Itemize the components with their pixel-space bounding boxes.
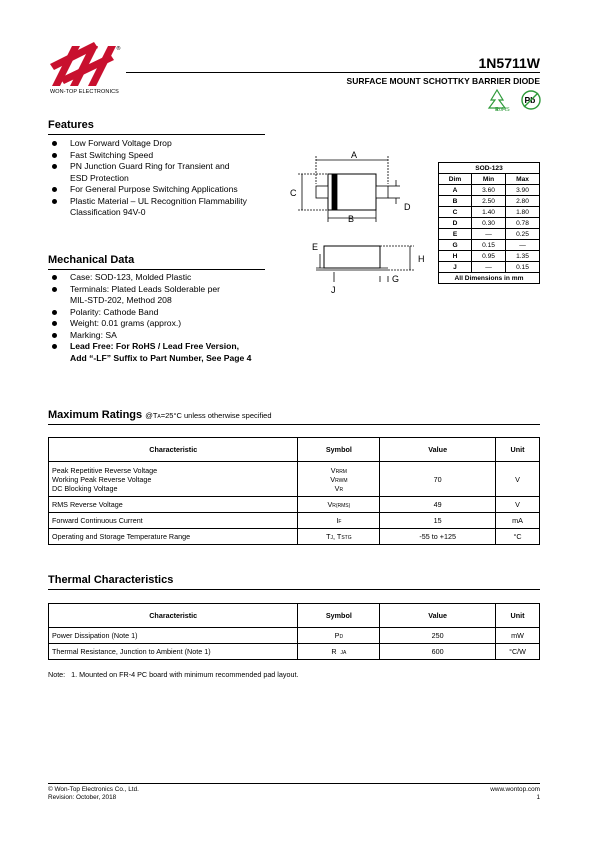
sod-cell: 1.40 [472, 207, 506, 218]
table-row [439, 185, 540, 196]
characteristic-cell: Forward Continuous Current [49, 513, 298, 529]
sod-header-min: Min [472, 174, 506, 185]
dim-label-j: J [331, 285, 336, 295]
list-item: Terminals: Plated Leads Solderable per [50, 284, 290, 296]
col-header-symbol: Symbol [298, 438, 380, 462]
sod-cell: 0.15 [472, 240, 506, 251]
table-row [439, 218, 540, 229]
part-number: 1N5711W [478, 55, 540, 71]
symbol-cell: R JA [298, 644, 380, 660]
unit-cell: V [496, 497, 540, 513]
symbol-cell: VR(RMS) [298, 497, 380, 513]
footer-rule [48, 783, 540, 784]
value-cell: 250 [380, 628, 496, 644]
sod-cell: 1.35 [505, 251, 539, 262]
sod-cell: 2.50 [472, 196, 506, 207]
features-heading: Features [48, 119, 94, 131]
sod-cell: 0.78 [505, 218, 539, 229]
sod-cell: 3.60 [472, 185, 506, 196]
table-row [49, 513, 540, 529]
thermal-rule [48, 589, 540, 590]
sod-table-title: SOD-123 [439, 163, 540, 174]
list-item: Fast Switching Speed [50, 150, 290, 162]
sod-cell: 0.95 [472, 251, 506, 262]
max-ratings-table [48, 437, 540, 545]
list-item: Lead Free: For RoHS / Lead Free Version, [50, 341, 290, 353]
features-rule [48, 134, 265, 135]
sod-cell: B [439, 196, 472, 207]
list-item: Polarity: Cathode Band [50, 307, 290, 319]
brand-name: WON-TOP ELECTRONICS [50, 89, 119, 95]
table-row [49, 644, 540, 660]
sod-cell: E [439, 229, 472, 240]
table-row [49, 462, 540, 497]
table-row [439, 240, 540, 251]
table-row [439, 262, 540, 273]
table-row [49, 529, 540, 545]
sod-cell: G [439, 240, 472, 251]
sod-cell: D [439, 218, 472, 229]
value-cell: 600 [380, 644, 496, 660]
symbol-cell: IF [298, 513, 380, 529]
list-item: For General Purpose Switching Applications [50, 184, 290, 196]
dim-label-h: H [418, 254, 425, 264]
mechanical-heading: Mechanical Data [48, 254, 135, 266]
features-list [50, 138, 290, 219]
unit-cell: °C [496, 529, 540, 545]
list-item: MIL-STD-202, Method 208 [70, 295, 172, 305]
dim-label-a: A [351, 150, 358, 160]
characteristic-cell: RMS Reverse Voltage [49, 497, 298, 513]
sod-cell: — [472, 262, 506, 273]
list-item: Case: SOD-123, Molded Plastic [50, 272, 290, 284]
dim-label-d: D [404, 202, 411, 212]
footer-revision: Revision: October, 2018 [48, 794, 117, 801]
dim-label-g: G [392, 274, 400, 284]
list-item: Classification 94V-0 [70, 207, 146, 217]
col-header-characteristic: Characteristic [49, 438, 298, 462]
table-row [439, 207, 540, 218]
table-row [49, 497, 540, 513]
characteristic-cell: Peak Repetitive Reverse Voltage Working Peak Reverse Voltage DC Blocking Voltage [49, 462, 298, 497]
rohs-pb-free-icon [487, 88, 543, 112]
package-outline-diagram [286, 150, 430, 300]
characteristic-cell: Power Dissipation (Note 1) [49, 628, 298, 644]
footer-copyright: © Won-Top Electronics Co., Ltd. [48, 786, 139, 793]
unit-cell: V [496, 462, 540, 497]
symbol-cell: PD [298, 628, 380, 644]
sod-cell: — [505, 240, 539, 251]
sod-cell: J [439, 262, 472, 273]
value-cell: 15 [380, 513, 496, 529]
sod-cell: C [439, 207, 472, 218]
dim-label-e: E [312, 242, 319, 252]
mechanical-rule [48, 269, 265, 270]
sod-cell: 1.80 [505, 207, 539, 218]
sod-cell: A [439, 185, 472, 196]
col-header-characteristic: Characteristic [49, 604, 298, 628]
unit-cell: mW [496, 628, 540, 644]
note-text: Note: 1. Mounted on FR-4 PC board with minimum recommended pad layout. [48, 670, 299, 679]
header-rule [126, 72, 540, 73]
list-item: Plastic Material – UL Recognition Flammability [50, 196, 290, 208]
value-cell: -55 to +125 [380, 529, 496, 545]
sod-cell: 3.90 [505, 185, 539, 196]
list-item: Add “-LF” Suffix to Part Number, See Page 4 [70, 352, 252, 363]
unit-cell: mA [496, 513, 540, 529]
col-header-symbol: Symbol [298, 604, 380, 628]
sod-cell: 0.25 [505, 229, 539, 240]
unit-cell: °C/W [496, 644, 540, 660]
list-item: Low Forward Voltage Drop [50, 138, 290, 150]
col-header-unit: Unit [496, 438, 540, 462]
sod-table-footer: All Dimensions in mm [439, 273, 540, 284]
sod-123-dimension-table [438, 162, 540, 284]
sod-cell: 2.80 [505, 196, 539, 207]
table-row [439, 229, 540, 240]
footer-page-number: 1 [536, 794, 540, 801]
sod-cell: H [439, 251, 472, 262]
thermal-heading: Thermal Characteristics [48, 574, 174, 586]
footer-website: www.wontop.com [490, 786, 540, 793]
document-subtitle: SURFACE MOUNT SCHOTTKY BARRIER DIODE [346, 76, 540, 86]
won-top-logo [50, 40, 124, 88]
list-item: Weight: 0.01 grams (approx.) [50, 318, 290, 330]
max-ratings-heading [48, 409, 272, 421]
col-header-value: Value [380, 438, 496, 462]
list-item: Marking: SA [50, 330, 290, 342]
sod-cell: 0.15 [505, 262, 539, 273]
col-header-unit: Unit [496, 604, 540, 628]
value-cell: 49 [380, 497, 496, 513]
thermal-table [48, 603, 540, 660]
table-row [49, 628, 540, 644]
rohs-label: RoHS [495, 107, 510, 112]
sod-header-max: Max [505, 174, 539, 185]
max-ratings-rule [48, 424, 540, 425]
max-ratings-condition: @TA=25°C unless otherwise specified [145, 411, 272, 420]
svg-text:®: ® [116, 46, 121, 52]
sod-cell: — [472, 229, 506, 240]
table-row [439, 251, 540, 262]
col-header-value: Value [380, 604, 496, 628]
characteristic-cell: Thermal Resistance, Junction to Ambient (Note 1) [49, 644, 298, 660]
symbol-cell: VRRM VRWM VR [298, 462, 380, 497]
table-row [439, 196, 540, 207]
sod-header-dim: Dim [439, 174, 472, 185]
max-ratings-title: Maximum Ratings [48, 409, 143, 421]
sod-cell: 0.30 [472, 218, 506, 229]
characteristic-cell: Operating and Storage Temperature Range [49, 529, 298, 545]
mechanical-list [50, 272, 290, 364]
dim-label-b: B [348, 214, 355, 224]
dim-label-c: C [290, 188, 297, 198]
list-item: PN Junction Guard Ring for Transient and [50, 161, 290, 173]
pb-label: Pb [524, 95, 536, 105]
value-cell: 70 [380, 462, 496, 497]
list-item: ESD Protection [70, 172, 129, 183]
symbol-cell: TJ, TSTG [298, 529, 380, 545]
